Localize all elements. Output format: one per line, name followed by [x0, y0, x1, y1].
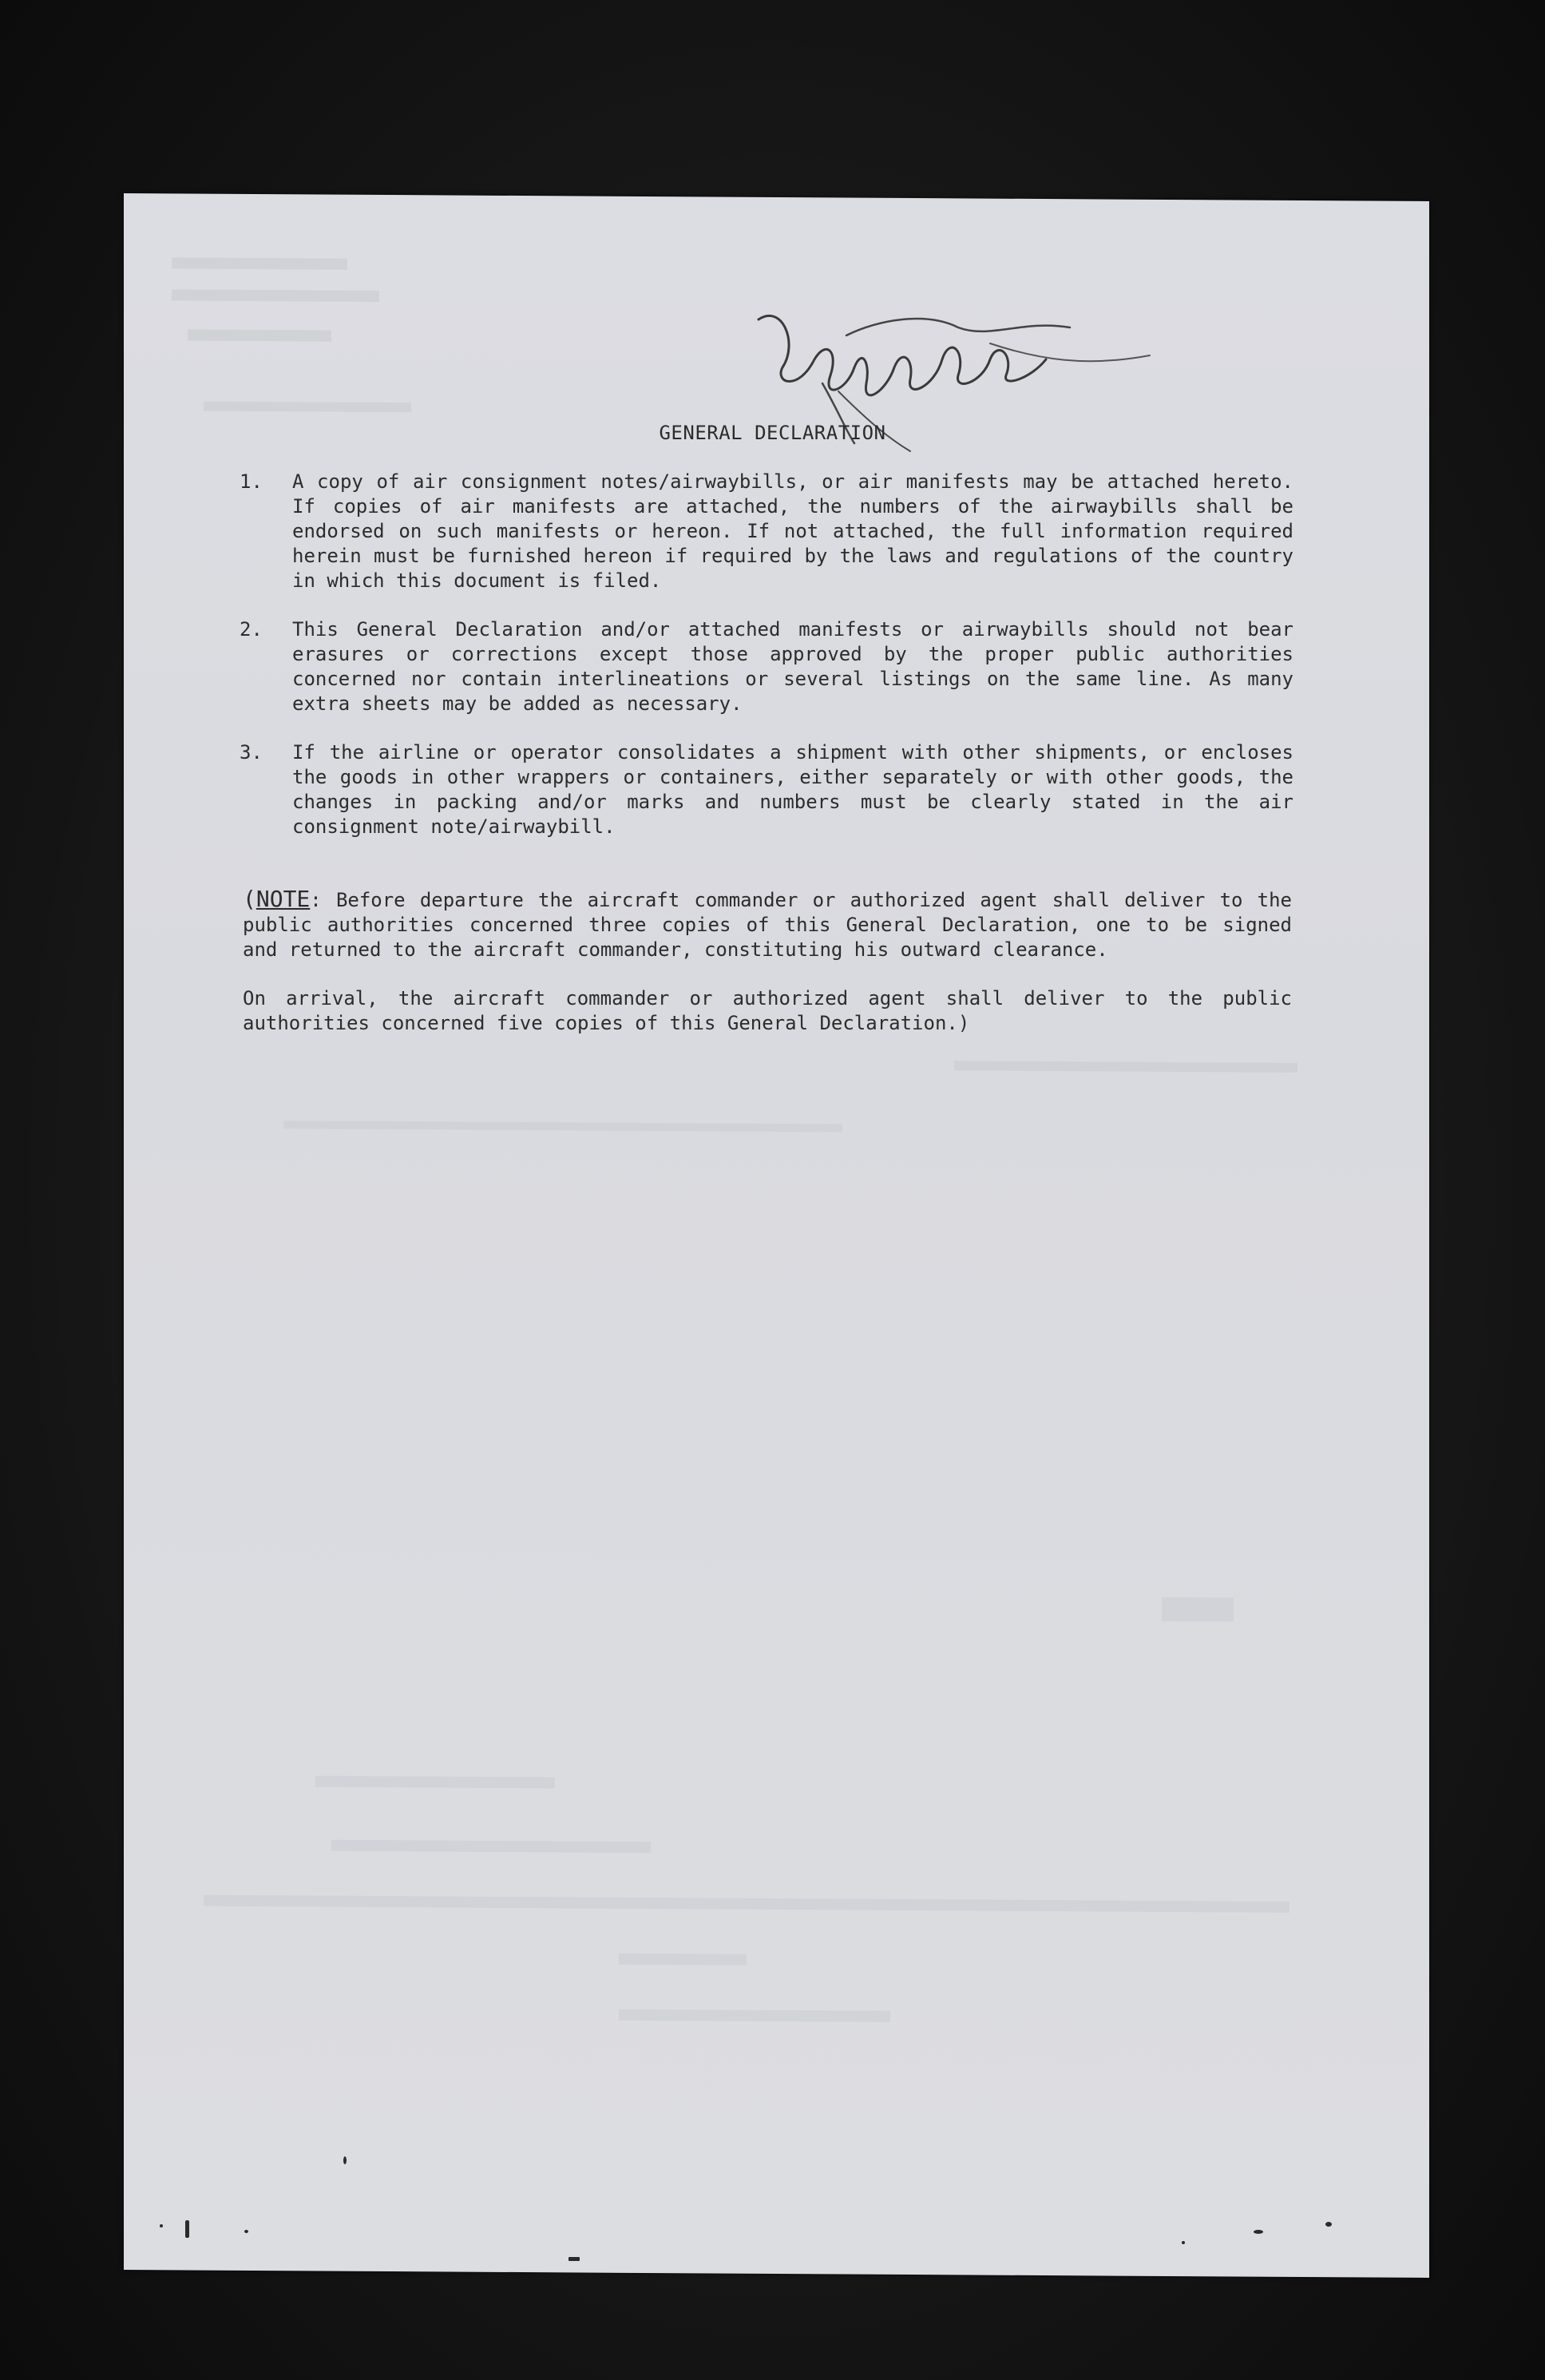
- scan-speck: [568, 2257, 580, 2261]
- note-colon: :: [310, 889, 322, 911]
- scan-speck: [244, 2230, 248, 2233]
- note-paragraph: On arrival, the aircraft commander or authorized agent shall deliver to the public authorities concerned five copies of this General Declaration.): [243, 987, 1292, 1034]
- scan-speck: [1325, 2222, 1332, 2227]
- note-text: Before departure the aircraft commander or authorized agent shall deliver to the public authorities concerned three copies of this General Declaration, one to be signed and returned to the aircraft commander, constituting his outward clearance.: [243, 889, 1292, 961]
- note-section: [243, 887, 1292, 1060]
- bleed-through-mark: [204, 402, 411, 413]
- list-item: [240, 617, 1293, 716]
- bleed-through-mark: [204, 1895, 1289, 1913]
- bleed-through-mark: [619, 1954, 747, 1965]
- bleed-through-mark: [619, 2009, 890, 2022]
- item-number: 1.: [240, 470, 263, 493]
- list-item: [240, 470, 1293, 593]
- item-text: If the airline or operator consolidates a shipment with other shipments, or encloses the goods in other wrappers or containers, either separately or with other goods, the changes in packing and/or marks and numbers must be clearly stated in the air consignment note/airwaybill.: [292, 741, 1293, 838]
- bleed-through-mark: [172, 289, 379, 302]
- bleed-through-mark: [1162, 1597, 1234, 1622]
- scan-speck: [343, 2156, 347, 2164]
- bleed-through-mark: [954, 1061, 1297, 1073]
- bleed-through-mark: [283, 1121, 842, 1132]
- scan-speck: [185, 2220, 189, 2238]
- item-number: 2.: [240, 618, 263, 641]
- instructions-list: [240, 470, 1293, 863]
- bleed-through-mark: [331, 1840, 651, 1853]
- bleed-through-mark: [315, 1775, 555, 1788]
- note-open-paren: (: [243, 886, 256, 912]
- list-item: [240, 740, 1293, 839]
- scan-speck: [1182, 2241, 1185, 2244]
- item-text: This General Declaration and/or attached manifests or airwaybills should not bear erasures or corrections except those approved by the proper public authorities concerned nor contain interlineations or several listings on the same line. As many extra sheets may be added as necessary.: [292, 618, 1293, 715]
- note-label: NOTE: [256, 886, 311, 912]
- document-title: GENERAL DECLARATION: [659, 422, 886, 444]
- scan-speck: [1254, 2230, 1263, 2234]
- item-text: A copy of air consignment notes/airwaybills, or air manifests may be attached hereto. If copies of air manifests are attached, the numbers of the airwaybills shall be endorsed on such manifests or hereon. If not attached, the full information required herein must be furnished hereon if required by the laws and regulations of the country in which this document is filed.: [292, 470, 1293, 592]
- bleed-through-mark: [188, 329, 331, 341]
- item-number: 3.: [240, 741, 263, 764]
- bleed-through-mark: [172, 257, 347, 269]
- note-paragraph: [243, 887, 1292, 962]
- scan-speck: [160, 2224, 163, 2227]
